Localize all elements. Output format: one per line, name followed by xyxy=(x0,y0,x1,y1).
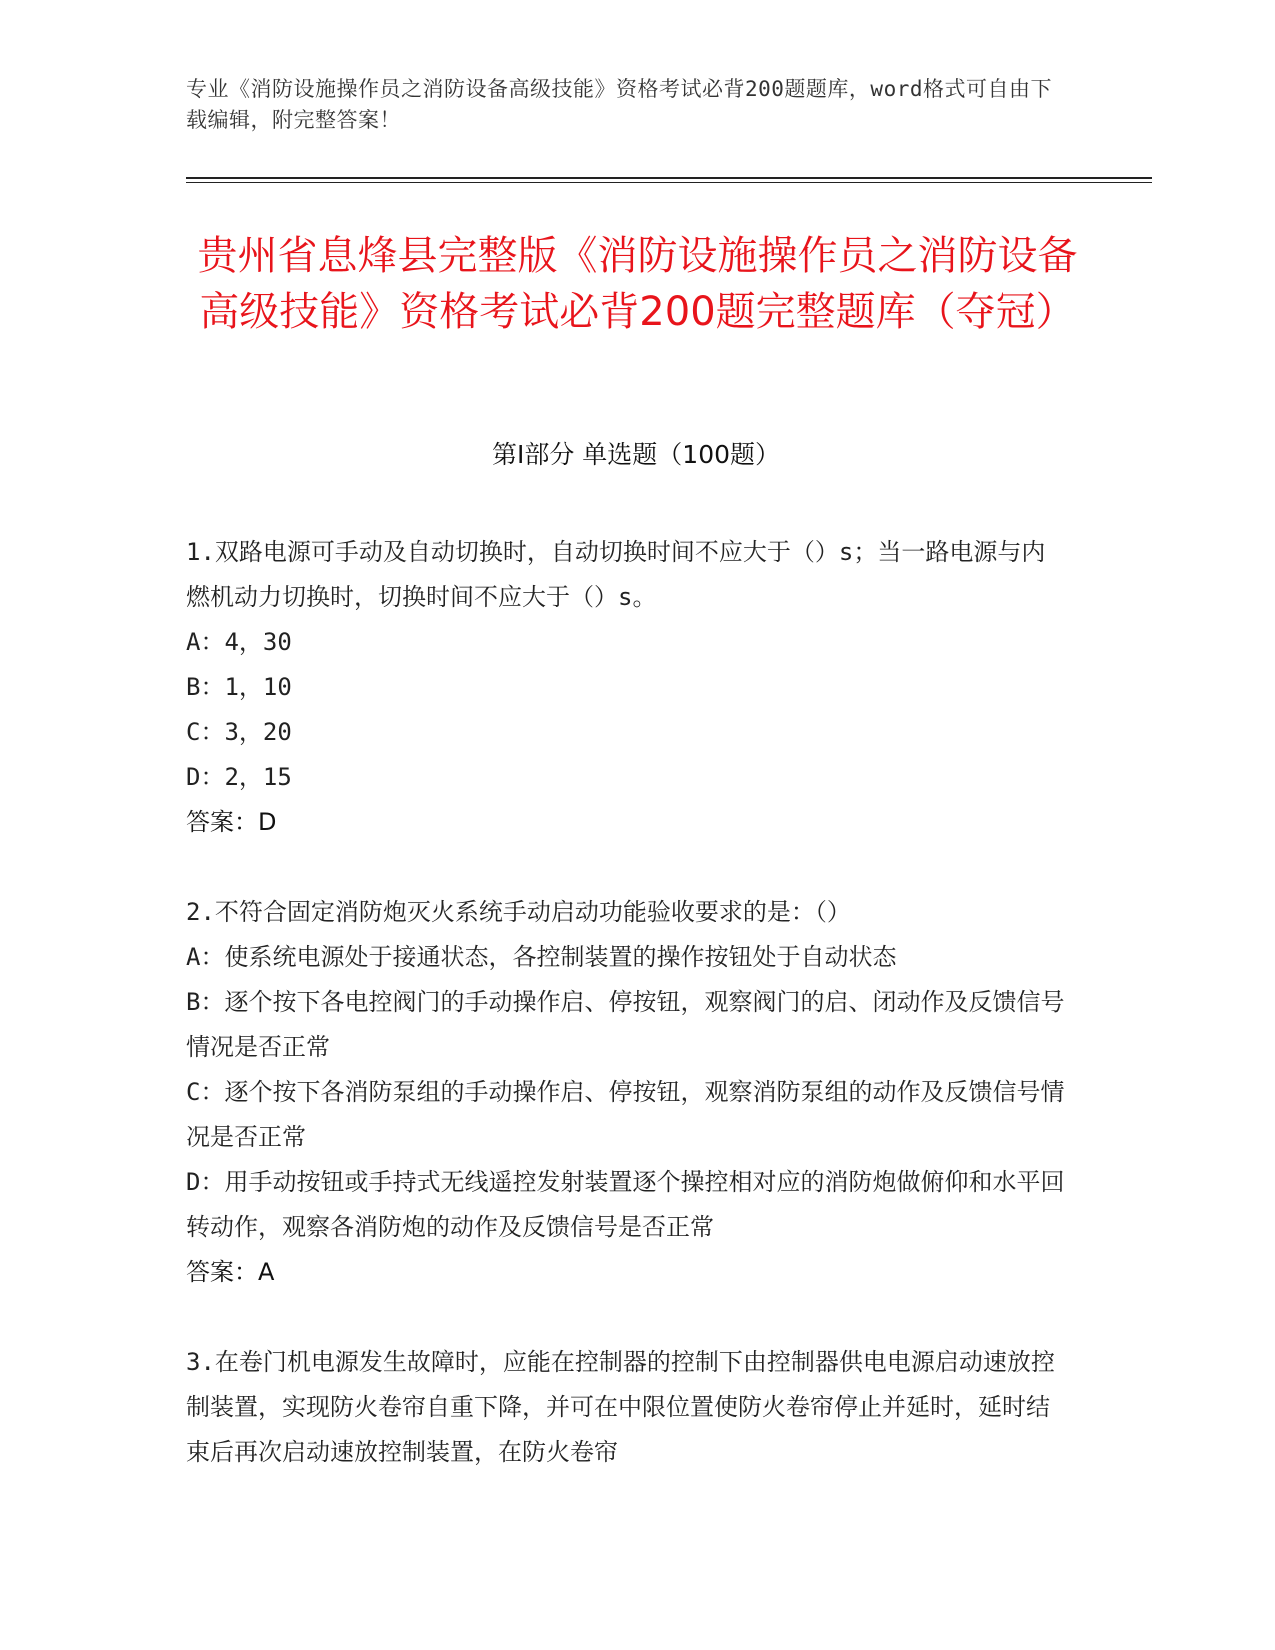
question-1 xyxy=(186,530,1066,845)
section-title: 第Ⅰ部分 单选题（100题） xyxy=(491,440,781,469)
header-note: 专业《消防设施操作员之消防设备高级技能》资格考试必背200题题库，word格式可自由下载编辑，附完整答案！ xyxy=(186,77,1052,132)
question-2 xyxy=(186,890,1066,1295)
option-a: A：4，30 xyxy=(186,628,292,656)
option-c: C：逐个按下各消防泵组的手动操作启、停按钮，观察消防泵组的动作及反馈信号情况是否正常 xyxy=(186,1078,1065,1151)
option-b: B：逐个按下各电控阀门的手动操作启、停按钮，观察阀门的启、闭动作及反馈信号情况是否正常 xyxy=(186,988,1065,1061)
answer: 答案：D xyxy=(186,808,277,836)
option-d: D：2，15 xyxy=(186,763,292,791)
option-a: A：使系统电源处于接通状态，各控制装置的操作按钮处于自动状态 xyxy=(186,943,897,971)
question-stem: 3.在卷门机电源发生故障时，应能在控制器的控制下由控制器供电电源启动速放控制装置，实现防火卷帘自重下降，并可在中限位置使防火卷帘停止并延时，延时结束后再次启动速放控制装置，在防火卷帘 xyxy=(186,1348,1055,1466)
option-c: C：3，20 xyxy=(186,718,292,746)
option-b: B：1，10 xyxy=(186,673,292,701)
header-divider-thick xyxy=(186,177,1152,179)
option-d: D：用手动按钮或手持式无线遥控发射装置逐个操控相对应的消防炮做俯仰和水平回转动作，观察各消防炮的动作及反馈信号是否正常 xyxy=(186,1168,1065,1241)
header-divider-thin xyxy=(186,182,1152,183)
question-list xyxy=(186,530,1066,1520)
question-3 xyxy=(186,1340,1066,1475)
question-stem: 2.不符合固定消防炮灭火系统手动启动功能验收要求的是：（） xyxy=(186,898,851,926)
question-stem: 1.双路电源可手动及自动切换时，自动切换时间不应大于（）s；当一路电源与内燃机动力切换时，切换时间不应大于（）s。 xyxy=(186,538,1046,611)
answer: 答案：A xyxy=(186,1258,275,1286)
document-title: 贵州省息烽县完整版《消防设施操作员之消防设备高级技能》资格考试必背200题完整题库（夺冠） xyxy=(197,233,1078,335)
